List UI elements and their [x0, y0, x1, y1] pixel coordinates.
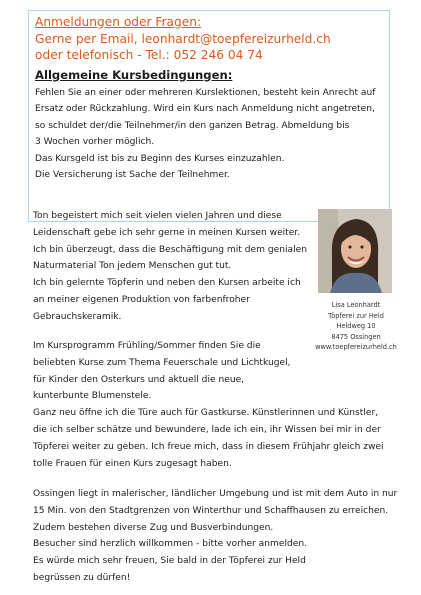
- caption-business: Töpferei zur Held: [328, 311, 384, 320]
- program-line: für Kinder den Osterkurs und aktuell die neue,: [33, 374, 245, 385]
- program-paragraph: [33, 338, 403, 472]
- caption-name: Lisa Leonhardt: [331, 301, 381, 309]
- intro-line: an meiner eigenen Produktion von farbenfroher: [33, 294, 250, 305]
- intro-line: Naturmaterial Ton jedem Menschen gut tut.: [33, 261, 232, 272]
- caption-website: www.toepfereizurheld.ch: [315, 343, 397, 352]
- location-line: Besucher sind herzlich willkommen - bitte vorher anmelden.: [33, 539, 308, 550]
- conditions-line: so schuldet der/die Teilnehmer/in den ganzen Betrag. Abmeldung bis: [35, 120, 350, 131]
- intro-line: Ich bin gelernte Töpferin und neben den Kursen arbeite ich: [33, 278, 301, 289]
- portrait-photo: [318, 209, 392, 293]
- program-line: kunterbunte Blumenstele.: [33, 391, 152, 402]
- caption-street: Heldweg 10: [336, 322, 376, 331]
- conditions-line: Die Versicherung ist Sache der Teilnehmer.: [35, 170, 230, 181]
- conditions-line: Das Kursgeld ist bis zu Beginn des Kurses einzuzahlen.: [35, 153, 285, 164]
- program-line: Töpferei weiter zu geben. Ich freue mich, dass in diesem Frühjahr gleich zwei: [33, 441, 384, 452]
- caption-city: 8475 Ossingen: [331, 332, 381, 341]
- contact-box: [28, 10, 390, 222]
- intro-line: Leidenschaft gebe ich sehr gerne in meinen Kursen weiter.: [33, 227, 301, 238]
- program-line: tolle Frauen für einen Kurs zugesagt haben.: [33, 458, 232, 469]
- location-line: 15 Min. von den Stadtgrenzen von Winterthur und Schaffhausen zu erreichen.: [33, 505, 389, 516]
- program-line: Im Kursprogramm Frühling/Sommer finden Sie die: [33, 341, 261, 351]
- contact-phone-line: oder telefonisch - Tel.: 052 246 04 74: [35, 48, 263, 62]
- intro-line: Ton begeistert mich seit vielen vielen Jahren und diese: [33, 211, 282, 221]
- contact-email-line: Gerne per Email, leonhardt@toepfereizurheld.ch: [35, 31, 331, 46]
- conditions-line: 3 Wochen vorher möglich.: [35, 137, 155, 148]
- conditions-text: [35, 85, 383, 185]
- conditions-line: Fehlen Sie an einer oder mehreren Kurslektionen, besteht kein Anrecht auf: [35, 87, 376, 98]
- intro-line: Gebrauchskeramik.: [33, 311, 122, 322]
- portrait-photo-graphic: [318, 209, 392, 293]
- location-line: Ossingen liegt in malerischer, ländlicher Umgebung und ist mit dem Auto in nur: [33, 489, 398, 499]
- location-line: Zudem bestehen diverse Zug und Busverbindungen.: [33, 522, 274, 533]
- location-line: Es würde mich sehr freuen, Sie bald in der Töpferei zur Held: [33, 556, 306, 567]
- location-paragraph: [33, 486, 403, 587]
- program-line: die ich selber schätze und bewundere, lade ich ein, ihr Wissen bei mir in der: [33, 424, 381, 435]
- contact-heading: Anmeldungen oder Fragen:: [35, 15, 202, 29]
- conditions-heading: Allgemeine Kursbedingungen:: [35, 67, 233, 82]
- conditions-line: Ersatz oder Rückzahlung. Wird ein Kurs nach Anmeldung nicht angetreten,: [35, 104, 375, 115]
- intro-line: Ich bin überzeugt, dass die Beschäftigung mit dem genialen: [33, 244, 307, 255]
- intro-paragraph: [33, 208, 307, 326]
- location-line: begrüssen zu dürfen!: [33, 572, 131, 583]
- program-line: beliebten Kurse zum Thema Feuerschale und Lichtkugel,: [33, 357, 291, 368]
- program-line: Ganz neu öffne ich die Türe auch für Gastkurse. Künstlerinnen und Künstler,: [33, 408, 379, 419]
